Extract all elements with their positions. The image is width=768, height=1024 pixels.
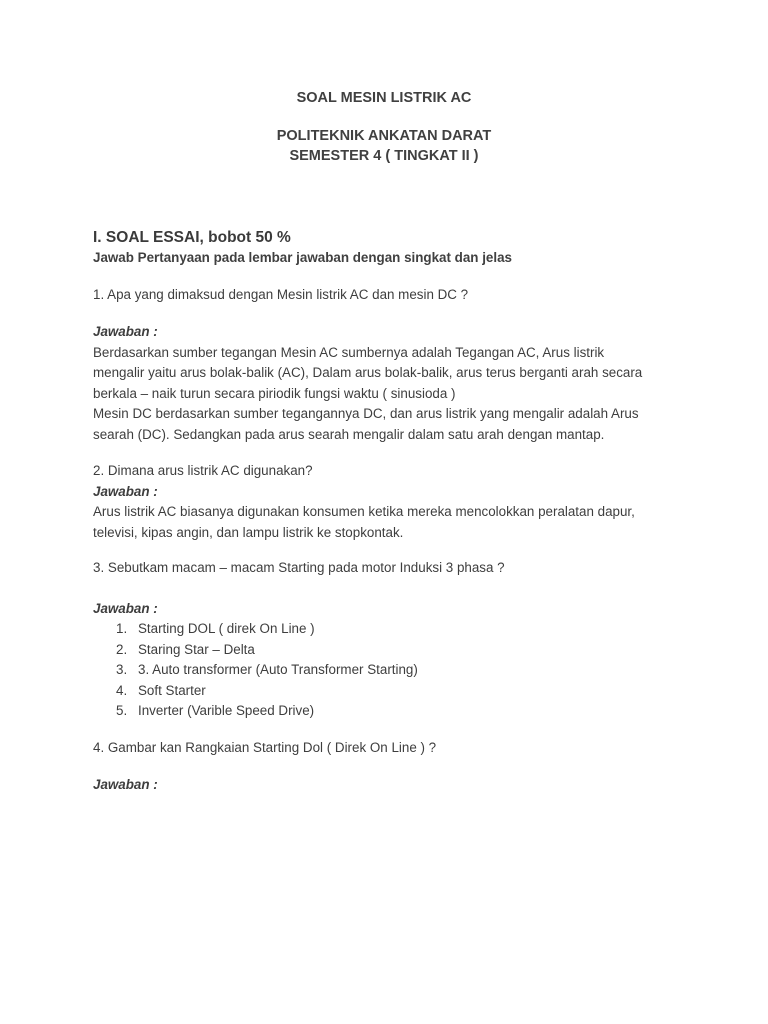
- answer-label-3: Jawaban :: [93, 600, 158, 616]
- answer-label-4: Jawaban :: [93, 777, 158, 792]
- list-item: [93, 660, 683, 681]
- list-item-text: Inverter (Varible Speed Drive): [138, 703, 315, 718]
- semester-label: SEMESTER 4 ( TINGKAT II ): [289, 148, 479, 164]
- answer-line: mengalir yaitu arus bolak-balik (AC), Dalam arus bolak-balik, arus terus berganti arah secara: [93, 365, 643, 380]
- starting-methods-list: [93, 619, 683, 722]
- section-instruction: Jawab Pertanyaan pada lembar jawaban dengan singkat dan jelas: [93, 250, 512, 265]
- answer-label-1: Jawaban :: [93, 324, 158, 339]
- list-item-number: 1.: [116, 621, 128, 636]
- list-item-text: Soft Starter: [138, 682, 206, 698]
- list-item: [93, 640, 683, 661]
- question-4: 4. Gambar kan Rangkaian Starting Dol ( Direk On Line ) ?: [93, 739, 437, 755]
- list-item-number: 2.: [116, 641, 128, 657]
- answer-line: berkala – naik turun secara piriodik fungsi waktu ( sinusioda ): [93, 385, 456, 401]
- list-item-number: 4.: [116, 682, 128, 698]
- document-title: SOAL MESIN LISTRIK AC: [296, 90, 472, 106]
- institution-name: POLITEKNIK ANKATAN DARAT: [276, 128, 492, 144]
- list-item-text: 3. Auto transformer (Auto Transformer Starting): [138, 662, 418, 677]
- question-2: 2. Dimana arus listrik AC digunakan?: [93, 463, 313, 478]
- list-item-text: Starting DOL ( direk On Line ): [138, 621, 315, 636]
- exam-content: [93, 228, 683, 796]
- question-1: 1. Apa yang dimaksud dengan Mesin listrik AC dan mesin DC ?: [93, 286, 469, 302]
- answer-line: searah (DC). Sedangkan pada arus searah mengalir dalam satu arah dengan mantap.: [93, 426, 605, 442]
- list-item-number: 5.: [116, 703, 128, 718]
- answer-line: Arus listrik AC biasanya digunakan konsumen ketika mereka mencolokkan peralatan dapur,: [93, 504, 635, 519]
- question-3: 3. Sebutkam macam – macam Starting pada motor Induksi 3 phasa ?: [93, 560, 505, 575]
- answer-2: [93, 502, 683, 543]
- list-item: [93, 701, 683, 722]
- list-item-text: Staring Star – Delta: [138, 641, 255, 657]
- list-item: [93, 681, 683, 702]
- answer-line: Mesin DC berdasarkan sumber tegangannya DC, dan arus listrik yang mengalir adalah Arus: [93, 406, 639, 421]
- section-heading: I. SOAL ESSAI, bobot 50 %: [93, 229, 291, 246]
- answer-label-2: Jawaban :: [93, 483, 158, 499]
- answer-line: Berdasarkan sumber tegangan Mesin AC sumbernya adalah Tegangan AC, Arus listrik: [93, 344, 605, 360]
- answer-line: televisi, kipas angin, dan lampu listrik ke stopkontak.: [93, 524, 404, 540]
- list-item-number: 3.: [116, 662, 128, 677]
- answer-1: [93, 343, 683, 446]
- list-item: [93, 619, 683, 640]
